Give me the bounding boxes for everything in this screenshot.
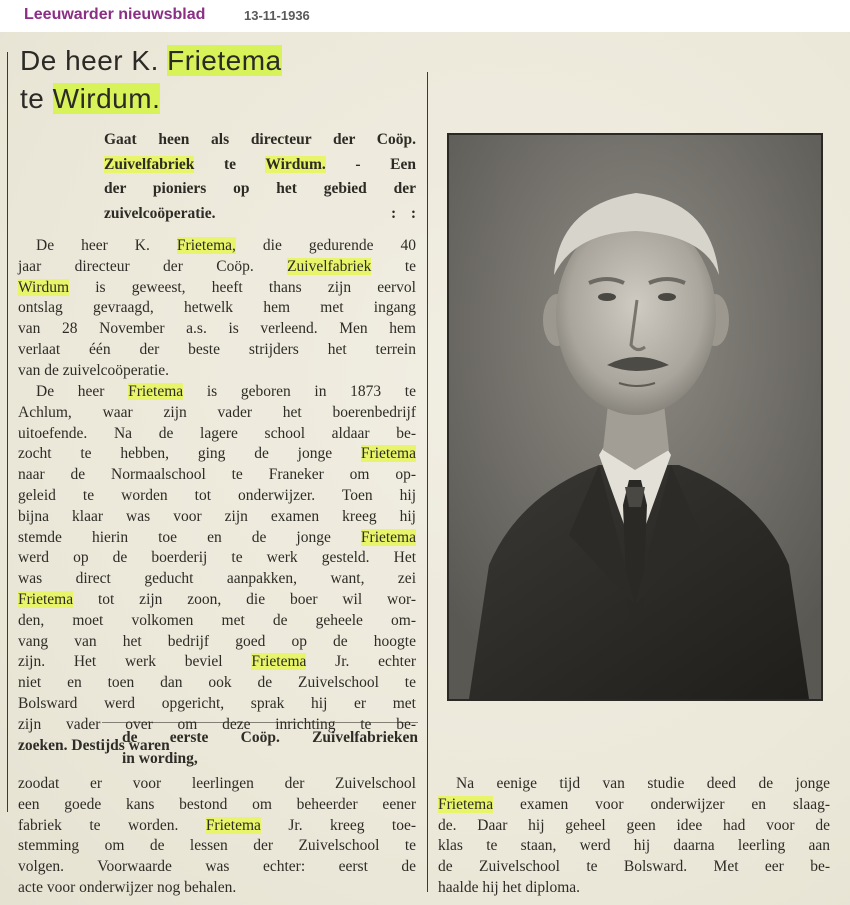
bold-subheading: de eerste Coöp. Zuivelfabrieken in wording, (122, 729, 418, 767)
archive-header (0, 0, 850, 32)
title-line-2: te Wirdum. (20, 83, 161, 114)
article-subtitle: Gaat heen als directeur der Coöp. Zuivelfabriek te Wirdum. - Een der pioniers op het gebied der zuivelcoöperatie. : : (104, 131, 416, 222)
title-line-1: De heer K. Frietema (20, 45, 282, 76)
newspaper-clipping (0, 32, 850, 905)
article-title (20, 42, 282, 118)
paragraph-2: De heer Frietema is geboren in 1873 te Achlum, waar zijn vader het boerenbedrijf uitoefende. Na de lagere school aldaar be- zocht te hebben, ging de jonge Frietema naar de Normaalschool te Franeker om op- geleid te worden tot onderwijzer. Toen hij bijna klaar was voor zijn examen kreeg hij stemde hierin toe en de jonge Frietema werd op de boerderij te werk gesteld. Het was direct geducht aanpakken, want, zei Frietema tot zijn zoon, die boer wil wor- den, moet volkomen met de geheele om- vang van het bedrijf goed op de hoogte zijn. Het werk beviel Frietema Jr. echter niet en toen dan ook de Zuivelschool te Bolsward werd opgericht, sprak hij er met zijn vader over om deze inrichting te be- zoeken. Destijds waren (18, 383, 416, 754)
name-highlight: Frietema (167, 45, 282, 76)
paragraph-1: De heer K. Frietema, die gedurende 40 jaar directeur der Coöp. Zuivelfabriek te Wirdum is geweest, heeft thans zijn eervol ontslag gevraagd, hetwelk hem met ingang van 28 November a.s. is verleend. Men hem verlaat één der beste strijders het terrein van de zuivelcoöperatie. (18, 237, 417, 379)
paragraph-3: zoodat er voor leerlingen der Zuivelschool een goede kans bestond om beheerder eener fabriek te worden. Frietema Jr. kreeg toe- stemming om de lessen der Zuivelschool te volgen. Voorwaarde was echter: eerst de acte voor onderwijzer nog behalen. (18, 775, 417, 896)
place-highlight: Wirdum. (52, 83, 161, 114)
portrait-photo (447, 133, 823, 701)
left-column-rule (7, 52, 8, 812)
publication-date: 13-11-1936 (244, 8, 310, 23)
center-column-rule (427, 72, 428, 892)
paragraph-4: Na eenige tijd van studie deed de jonge Frietema examen voor onderwijzer en slaag- de. Daar hij geheel geen idee had voor de klas te staan, werd hij daarna leerling aan de Zuivelschool te Bolsward. Met eer be- haalde hij het diploma. (438, 775, 830, 896)
portrait-photo-icon (449, 135, 821, 699)
newspaper-name[interactable]: Leeuwarder nieuwsblad (24, 6, 206, 23)
